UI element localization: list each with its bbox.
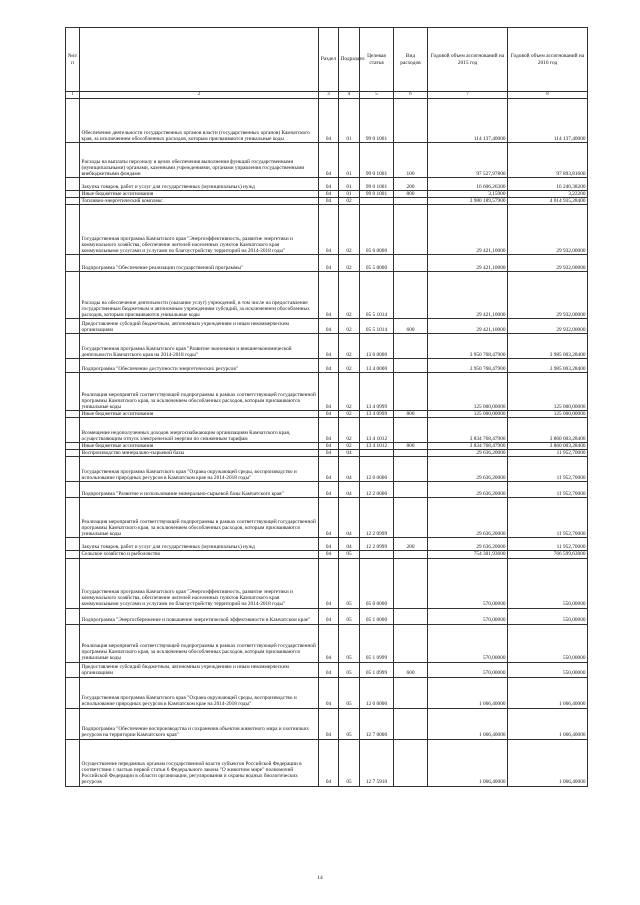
row-amount-2015: 1 066,40000 bbox=[428, 708, 508, 739]
row-number-cell bbox=[66, 99, 80, 143]
row-name: Реализация мероприятий соответствующей подпрограммы в рамках соответствующей государственной программы Камчатского края, за исключением обособленных расходов, которым присваиваются уникальные коды bbox=[80, 624, 319, 662]
header-year-2016: Годовой объем ассигнований на 2016 год bbox=[508, 28, 588, 92]
row-amount-2016: 1 066,40000 bbox=[508, 708, 588, 739]
row-expense-type: 200 bbox=[394, 178, 428, 191]
row-amount-2015: 29 636,20000 bbox=[428, 538, 508, 551]
row-amount-2015: 3 950 768,47900 bbox=[428, 359, 508, 373]
row-amount-2015: 29 421,10000 bbox=[428, 272, 508, 319]
header-row-number: №п/п bbox=[66, 28, 80, 92]
row-name: Иные бюджетные ассигнования bbox=[80, 443, 319, 450]
row-name: Государственная программа Камчатского края "Энергоэффективность, развитие энергетики и коммунального хозяйства, обеспечение жителей населенных пунктов Камчатского края коммунальными услугами и услугами по благоустройству территорий на 2014-2018 годы" bbox=[80, 205, 319, 255]
row-target-article: 13 4 0000 bbox=[360, 359, 394, 373]
row-razdel: 04 bbox=[319, 272, 339, 319]
column-number: 1 bbox=[66, 92, 80, 99]
column-number: 8 bbox=[508, 92, 588, 99]
row-target-article: 05 0 0000 bbox=[360, 205, 394, 255]
row-expense-type bbox=[394, 272, 428, 319]
row-target-article: 13 4 0999 bbox=[360, 373, 394, 411]
row-number-cell bbox=[66, 708, 80, 739]
row-number-cell bbox=[66, 677, 80, 708]
row-name: Обеспечение деятельности государственных органов власти (государственных органов) Камчатского края, за исключением обособленных расходов, которым присваиваются уникальные коды bbox=[80, 99, 319, 143]
row-target-article: 05 1 0000 bbox=[360, 608, 394, 624]
row-number-cell bbox=[66, 482, 80, 498]
table-row bbox=[66, 143, 588, 178]
row-amount-2016: 3 860 003,28400 bbox=[508, 443, 588, 450]
row-name: Подпрограмма "Обеспечение реализации государственной программы" bbox=[80, 255, 319, 272]
row-amount-2016: 550,00000 bbox=[508, 608, 588, 624]
row-podrazdel: 01 bbox=[339, 143, 360, 178]
header-expense-type: Вид расходов bbox=[394, 28, 428, 92]
column-number: 3 bbox=[319, 92, 339, 99]
row-amount-2015: 16 606,26300 bbox=[428, 178, 508, 191]
row-amount-2015: 3 980 189,57900 bbox=[428, 198, 508, 205]
row-number-cell bbox=[66, 450, 80, 457]
header-column-numbers bbox=[66, 92, 588, 99]
row-expense-type bbox=[394, 677, 428, 708]
row-amount-2015: 29 421,10000 bbox=[428, 255, 508, 272]
table-row bbox=[66, 272, 588, 319]
row-podrazdel: 02 bbox=[339, 373, 360, 411]
row-podrazdel: 05 bbox=[339, 677, 360, 708]
row-podrazdel: 04 bbox=[339, 498, 360, 538]
row-target-article bbox=[360, 551, 394, 558]
table-row bbox=[66, 450, 588, 457]
row-name: Сельское хозяйство и рыболовство bbox=[80, 551, 319, 558]
row-target-article: 13 0 0000 bbox=[360, 334, 394, 359]
row-name: Расходы на обеспечение деятельности (оказание услуг) учреждений, в том числе на предоставление государственным бюджетным и автономным учреждениям субсидий, за исключением обособленных расходов, которым присваиваются уникальные коды bbox=[80, 272, 319, 319]
row-number-cell bbox=[66, 359, 80, 373]
header-razdel: Раздел bbox=[319, 28, 339, 92]
page-number: 14 bbox=[317, 875, 323, 881]
row-target-article: 12 7 5910 bbox=[360, 739, 394, 786]
table-row bbox=[66, 411, 588, 418]
row-amount-2016: 550,00000 bbox=[508, 558, 588, 608]
row-podrazdel: 02 bbox=[339, 334, 360, 359]
row-target-article: 05 5 0000 bbox=[360, 255, 394, 272]
table-row bbox=[66, 178, 588, 191]
row-name: Закупка товаров, работ и услуг для государственных (муниципальных) нужд bbox=[80, 178, 319, 191]
table-row bbox=[66, 319, 588, 334]
row-amount-2016: 1 066,40000 bbox=[508, 677, 588, 708]
row-podrazdel: 05 bbox=[339, 551, 360, 558]
row-number-cell bbox=[66, 373, 80, 411]
row-podrazdel: 01 bbox=[339, 178, 360, 191]
row-razdel: 04 bbox=[319, 551, 339, 558]
row-amount-2015: 3 834 768,47900 bbox=[428, 418, 508, 443]
row-target-article: 12 7 0000 bbox=[360, 708, 394, 739]
row-amount-2016: 11 952,70000 bbox=[508, 450, 588, 457]
row-podrazdel: 04 bbox=[339, 457, 360, 482]
row-amount-2016: 29 932,00000 bbox=[508, 272, 588, 319]
row-name: Подпрограмма "Энергосбережение и повышение энергетической эффективности в Камчатском крае" bbox=[80, 608, 319, 624]
row-target-article: 99 0 1001 bbox=[360, 191, 394, 198]
row-name: Осуществление переданных органам государственной власти субъектов Российской Федерации в соответствии с частью первой статьи 6 Федерального закона "О животном мире" полномочий Российской Федерации в области организации, регулирования и охраны водных биологических ресурсов bbox=[80, 739, 319, 786]
row-amount-2016: 11 952,70000 bbox=[508, 498, 588, 538]
row-razdel: 04 bbox=[319, 608, 339, 624]
column-number: 4 bbox=[339, 92, 360, 99]
row-name: Возмещение недополученных доходов энергоснабжающим организациям Камчатского края, осуществляющим отпуск электрической энергии по сниженным тарифам bbox=[80, 418, 319, 443]
row-number-cell bbox=[66, 178, 80, 191]
row-razdel: 04 bbox=[319, 739, 339, 786]
table-row bbox=[66, 624, 588, 662]
row-target-article: 99 0 1001 bbox=[360, 178, 394, 191]
column-number: 5 bbox=[360, 92, 394, 99]
table-row bbox=[66, 538, 588, 551]
row-name: Иные бюджетные ассигнования bbox=[80, 411, 319, 418]
row-podrazdel: 05 bbox=[339, 624, 360, 662]
row-name: Подпрограмма "Развитие и использование минерально-сырьевой базы Камчатского края" bbox=[80, 482, 319, 498]
column-number: 2 bbox=[80, 92, 319, 99]
row-amount-2016: 29 932,00000 bbox=[508, 319, 588, 334]
table-row bbox=[66, 558, 588, 608]
row-razdel: 04 bbox=[319, 191, 339, 198]
row-amount-2015: 3,15900 bbox=[428, 191, 508, 198]
row-name: Иные бюджетные ассигнования bbox=[80, 191, 319, 198]
table-row bbox=[66, 482, 588, 498]
table-row bbox=[66, 198, 588, 205]
row-podrazdel: 04 bbox=[339, 482, 360, 498]
column-number: 7 bbox=[428, 92, 508, 99]
row-amount-2015: 1 066,40000 bbox=[428, 677, 508, 708]
row-razdel: 04 bbox=[319, 359, 339, 373]
row-amount-2016: 3 985 003,28400 bbox=[508, 334, 588, 359]
row-target-article: 12 0 0000 bbox=[360, 677, 394, 708]
row-podrazdel: 02 bbox=[339, 418, 360, 443]
row-podrazdel: 02 bbox=[339, 411, 360, 418]
row-number-cell bbox=[66, 558, 80, 608]
table-row bbox=[66, 677, 588, 708]
row-podrazdel: 04 bbox=[339, 450, 360, 457]
row-razdel: 04 bbox=[319, 255, 339, 272]
row-amount-2015: 29 636,20000 bbox=[428, 498, 508, 538]
table-row bbox=[66, 99, 588, 143]
row-amount-2016: 3 860 003,28400 bbox=[508, 418, 588, 443]
row-target-article: 13 4 0999 bbox=[360, 411, 394, 418]
row-amount-2015: 1 066,40000 bbox=[428, 739, 508, 786]
row-podrazdel: 01 bbox=[339, 191, 360, 198]
row-target-article: 12 0 0000 bbox=[360, 457, 394, 482]
row-target-article bbox=[360, 198, 394, 205]
row-target-article: 13 4 1012 bbox=[360, 443, 394, 450]
row-podrazdel: 02 bbox=[339, 359, 360, 373]
table-row bbox=[66, 334, 588, 359]
row-podrazdel: 05 bbox=[339, 608, 360, 624]
row-podrazdel: 01 bbox=[339, 99, 360, 143]
row-podrazdel: 02 bbox=[339, 443, 360, 450]
row-name: Государственная программа Камчатского края "Энергоэффективность, развитие энергетики и коммунального хозяйства, обеспечение жителей населенных пунктов Камчатского края коммунальными услугами и услугами по благоустройству территорий на 2014-2018 годы" bbox=[80, 558, 319, 608]
row-amount-2015: 570,00000 bbox=[428, 624, 508, 662]
row-target-article: 05 1 0999 bbox=[360, 624, 394, 662]
row-razdel: 04 bbox=[319, 411, 339, 418]
row-target-article: 12 2 0999 bbox=[360, 538, 394, 551]
row-amount-2015: 29 636,20000 bbox=[428, 450, 508, 457]
row-amount-2015: 754 301,93600 bbox=[428, 551, 508, 558]
table-row bbox=[66, 739, 588, 786]
row-number-cell bbox=[66, 272, 80, 319]
row-amount-2015: 29 421,10000 bbox=[428, 319, 508, 334]
row-target-article: 99 0 1001 bbox=[360, 143, 394, 178]
row-amount-2015: 125 000,00000 bbox=[428, 373, 508, 411]
row-number-cell bbox=[66, 443, 80, 450]
row-number-cell bbox=[66, 739, 80, 786]
row-razdel: 04 bbox=[319, 99, 339, 143]
row-amount-2015: 570,00000 bbox=[428, 558, 508, 608]
budget-table-sheet bbox=[65, 27, 587, 787]
row-name: Государственная программа Камчатского края "Развитие экономики и внешнеэкономической деятельности Камчатского края на 2014-2018 годы" bbox=[80, 334, 319, 359]
row-number-cell bbox=[66, 662, 80, 677]
row-number-cell bbox=[66, 418, 80, 443]
row-number-cell bbox=[66, 538, 80, 551]
row-expense-type bbox=[394, 482, 428, 498]
row-razdel: 04 bbox=[319, 319, 339, 334]
row-amount-2016: 3,22200 bbox=[508, 191, 588, 198]
row-expense-type: 100 bbox=[394, 143, 428, 178]
row-expense-type bbox=[394, 708, 428, 739]
row-amount-2015: 29 636,20000 bbox=[428, 457, 508, 482]
table-body bbox=[66, 99, 588, 787]
row-podrazdel: 05 bbox=[339, 739, 360, 786]
row-razdel: 04 bbox=[319, 178, 339, 191]
row-podrazdel: 05 bbox=[339, 662, 360, 677]
header-podrazdel: Подраздел bbox=[339, 28, 360, 92]
column-number: 6 bbox=[394, 92, 428, 99]
row-razdel: 04 bbox=[319, 624, 339, 662]
row-number-cell bbox=[66, 143, 80, 178]
row-razdel: 04 bbox=[319, 198, 339, 205]
row-podrazdel: 05 bbox=[339, 708, 360, 739]
header-year-2015: Годовой объем ассигнований на 2015 год bbox=[428, 28, 508, 92]
row-expense-type: 800 bbox=[394, 443, 428, 450]
row-amount-2015: 97 527,97800 bbox=[428, 143, 508, 178]
row-target-article bbox=[360, 450, 394, 457]
row-amount-2016: 114 137,40000 bbox=[508, 99, 588, 143]
row-expense-type bbox=[394, 373, 428, 411]
row-number-cell bbox=[66, 198, 80, 205]
table-row bbox=[66, 457, 588, 482]
row-razdel: 04 bbox=[319, 538, 339, 551]
row-amount-2016: 4 014 935,28400 bbox=[508, 198, 588, 205]
row-amount-2015: 114 137,40000 bbox=[428, 99, 508, 143]
row-expense-type bbox=[394, 418, 428, 443]
row-amount-2016: 125 000,00000 bbox=[508, 373, 588, 411]
row-number-cell bbox=[66, 608, 80, 624]
row-number-cell bbox=[66, 334, 80, 359]
row-razdel: 04 bbox=[319, 457, 339, 482]
row-name: Расходы на выплаты персоналу в целях обеспечения выполнения функций государственными (муниципальными) органами, казенными учреждениями, органами управления государственными внебюджетными фондами bbox=[80, 143, 319, 178]
table-header bbox=[66, 28, 588, 99]
row-amount-2016: 29 932,00000 bbox=[508, 255, 588, 272]
row-podrazdel: 04 bbox=[339, 538, 360, 551]
header-target-article: Целевая статья bbox=[360, 28, 394, 92]
row-amount-2015: 125 000,00000 bbox=[428, 411, 508, 418]
row-amount-2016: 11 952,70000 bbox=[508, 457, 588, 482]
row-amount-2015: 570,00000 bbox=[428, 608, 508, 624]
row-expense-type bbox=[394, 739, 428, 786]
budget-allocation-table bbox=[65, 27, 588, 787]
row-podrazdel: 05 bbox=[339, 558, 360, 608]
row-expense-type bbox=[394, 99, 428, 143]
row-expense-type bbox=[394, 450, 428, 457]
row-razdel: 04 bbox=[319, 418, 339, 443]
row-razdel: 04 bbox=[319, 143, 339, 178]
table-row bbox=[66, 373, 588, 411]
row-amount-2015: 29 636,20000 bbox=[428, 482, 508, 498]
row-razdel: 04 bbox=[319, 373, 339, 411]
row-target-article: 13 4 1012 bbox=[360, 418, 394, 443]
row-expense-type: 600 bbox=[394, 662, 428, 677]
row-amount-2016: 766 599,63000 bbox=[508, 551, 588, 558]
row-target-article: 05 0 0000 bbox=[360, 558, 394, 608]
table-row bbox=[66, 255, 588, 272]
row-amount-2015: 3 950 768,47900 bbox=[428, 334, 508, 359]
row-razdel: 04 bbox=[319, 334, 339, 359]
row-expense-type bbox=[394, 558, 428, 608]
row-name: Подпрограмма "Обеспечение доступности энергетических ресурсов" bbox=[80, 359, 319, 373]
row-razdel: 04 bbox=[319, 708, 339, 739]
row-target-article: 05 5 1014 bbox=[360, 319, 394, 334]
row-name: Закупка товаров, работ и услуг для государственных (муниципальных) нужд bbox=[80, 538, 319, 551]
row-amount-2016: 550,00000 bbox=[508, 624, 588, 662]
row-razdel: 04 bbox=[319, 450, 339, 457]
row-expense-type bbox=[394, 205, 428, 255]
row-amount-2015: 3 834 768,47900 bbox=[428, 443, 508, 450]
row-podrazdel: 02 bbox=[339, 255, 360, 272]
table-row bbox=[66, 418, 588, 443]
table-row bbox=[66, 551, 588, 558]
row-number-cell bbox=[66, 457, 80, 482]
row-razdel: 04 bbox=[319, 205, 339, 255]
row-expense-type: 800 bbox=[394, 191, 428, 198]
row-name: Государственная программа Камчатского края "Охрана окружающей среды, воспроизводство и использование природных ресурсов в Камчатском крае на 2014-2018 годы" bbox=[80, 457, 319, 482]
row-razdel: 04 bbox=[319, 558, 339, 608]
row-razdel: 04 bbox=[319, 482, 339, 498]
row-amount-2016: 11 952,70000 bbox=[508, 482, 588, 498]
row-expense-type: 600 bbox=[394, 319, 428, 334]
row-expense-type bbox=[394, 255, 428, 272]
row-razdel: 04 bbox=[319, 443, 339, 450]
row-name: Предоставление субсидий бюджетным, автономным учреждениям и иным некоммерческим организациям bbox=[80, 319, 319, 334]
row-amount-2016: 97 893,81600 bbox=[508, 143, 588, 178]
row-target-article: 05 1 0999 bbox=[360, 662, 394, 677]
row-amount-2015: 29 421,10000 bbox=[428, 205, 508, 255]
row-number-cell bbox=[66, 624, 80, 662]
row-podrazdel: 02 bbox=[339, 205, 360, 255]
row-amount-2015: 570,00000 bbox=[428, 662, 508, 677]
table-row bbox=[66, 608, 588, 624]
row-amount-2016: 29 932,00000 bbox=[508, 205, 588, 255]
row-name: Топливно-энергетический комплекс bbox=[80, 198, 319, 205]
table-row bbox=[66, 662, 588, 677]
row-expense-type bbox=[394, 334, 428, 359]
row-expense-type bbox=[394, 198, 428, 205]
row-amount-2016: 125 000,00000 bbox=[508, 411, 588, 418]
table-row bbox=[66, 359, 588, 373]
row-name: Реализация мероприятий соответствующей подпрограммы в рамках соответствующей государственной программы Камчатского края, за исключением обособленных расходов, которым присваиваются уникальные коды bbox=[80, 373, 319, 411]
row-name: Государственная программа Камчатского края "Охрана окружающей среды, воспроизводство и использование природных ресурсов в Камчатском крае на 2014-2018 годы" bbox=[80, 677, 319, 708]
row-amount-2016: 11 952,70000 bbox=[508, 538, 588, 551]
row-expense-type bbox=[394, 624, 428, 662]
row-target-article: 05 5 1014 bbox=[360, 272, 394, 319]
row-amount-2016: 16 240,38200 bbox=[508, 178, 588, 191]
row-razdel: 04 bbox=[319, 498, 339, 538]
row-expense-type: 800 bbox=[394, 411, 428, 418]
row-amount-2016: 3 985 003,28400 bbox=[508, 359, 588, 373]
row-target-article: 12 2 0999 bbox=[360, 498, 394, 538]
row-expense-type bbox=[394, 457, 428, 482]
row-name: Реализация мероприятий соответствующей подпрограммы в рамках соответствующей государственной программы Камчатского края, за исключением обособленных расходов, которым присваиваются уникальные коды bbox=[80, 498, 319, 538]
row-target-article: 12 2 0000 bbox=[360, 482, 394, 498]
row-number-cell bbox=[66, 205, 80, 255]
row-razdel: 04 bbox=[319, 662, 339, 677]
row-name: Предоставление субсидий бюджетным, автономным учреждениям и иным некоммерческим организациям bbox=[80, 662, 319, 677]
row-expense-type bbox=[394, 359, 428, 373]
row-number-cell bbox=[66, 255, 80, 272]
row-expense-type bbox=[394, 498, 428, 538]
row-number-cell bbox=[66, 498, 80, 538]
table-row bbox=[66, 443, 588, 450]
row-expense-type bbox=[394, 551, 428, 558]
row-razdel: 04 bbox=[319, 677, 339, 708]
row-name: Воспроизводство минерально-сырьевой базы bbox=[80, 450, 319, 457]
table-row bbox=[66, 191, 588, 198]
row-number-cell bbox=[66, 319, 80, 334]
row-podrazdel: 02 bbox=[339, 198, 360, 205]
row-number-cell bbox=[66, 411, 80, 418]
row-name: Подпрограмма "Обеспечение воспроизводства и сохранения объектов животного мира и охотничьих ресурсов на территории Камчатского края" bbox=[80, 708, 319, 739]
row-podrazdel: 02 bbox=[339, 272, 360, 319]
header-name bbox=[80, 28, 319, 92]
row-expense-type: 200 bbox=[394, 538, 428, 551]
row-number-cell bbox=[66, 551, 80, 558]
row-amount-2016: 550,00000 bbox=[508, 662, 588, 677]
row-number-cell bbox=[66, 191, 80, 198]
table-row bbox=[66, 498, 588, 538]
table-row bbox=[66, 205, 588, 255]
row-expense-type bbox=[394, 608, 428, 624]
row-target-article: 99 0 1001 bbox=[360, 99, 394, 143]
row-podrazdel: 02 bbox=[339, 319, 360, 334]
row-amount-2016: 1 066,40000 bbox=[508, 739, 588, 786]
table-row bbox=[66, 708, 588, 739]
